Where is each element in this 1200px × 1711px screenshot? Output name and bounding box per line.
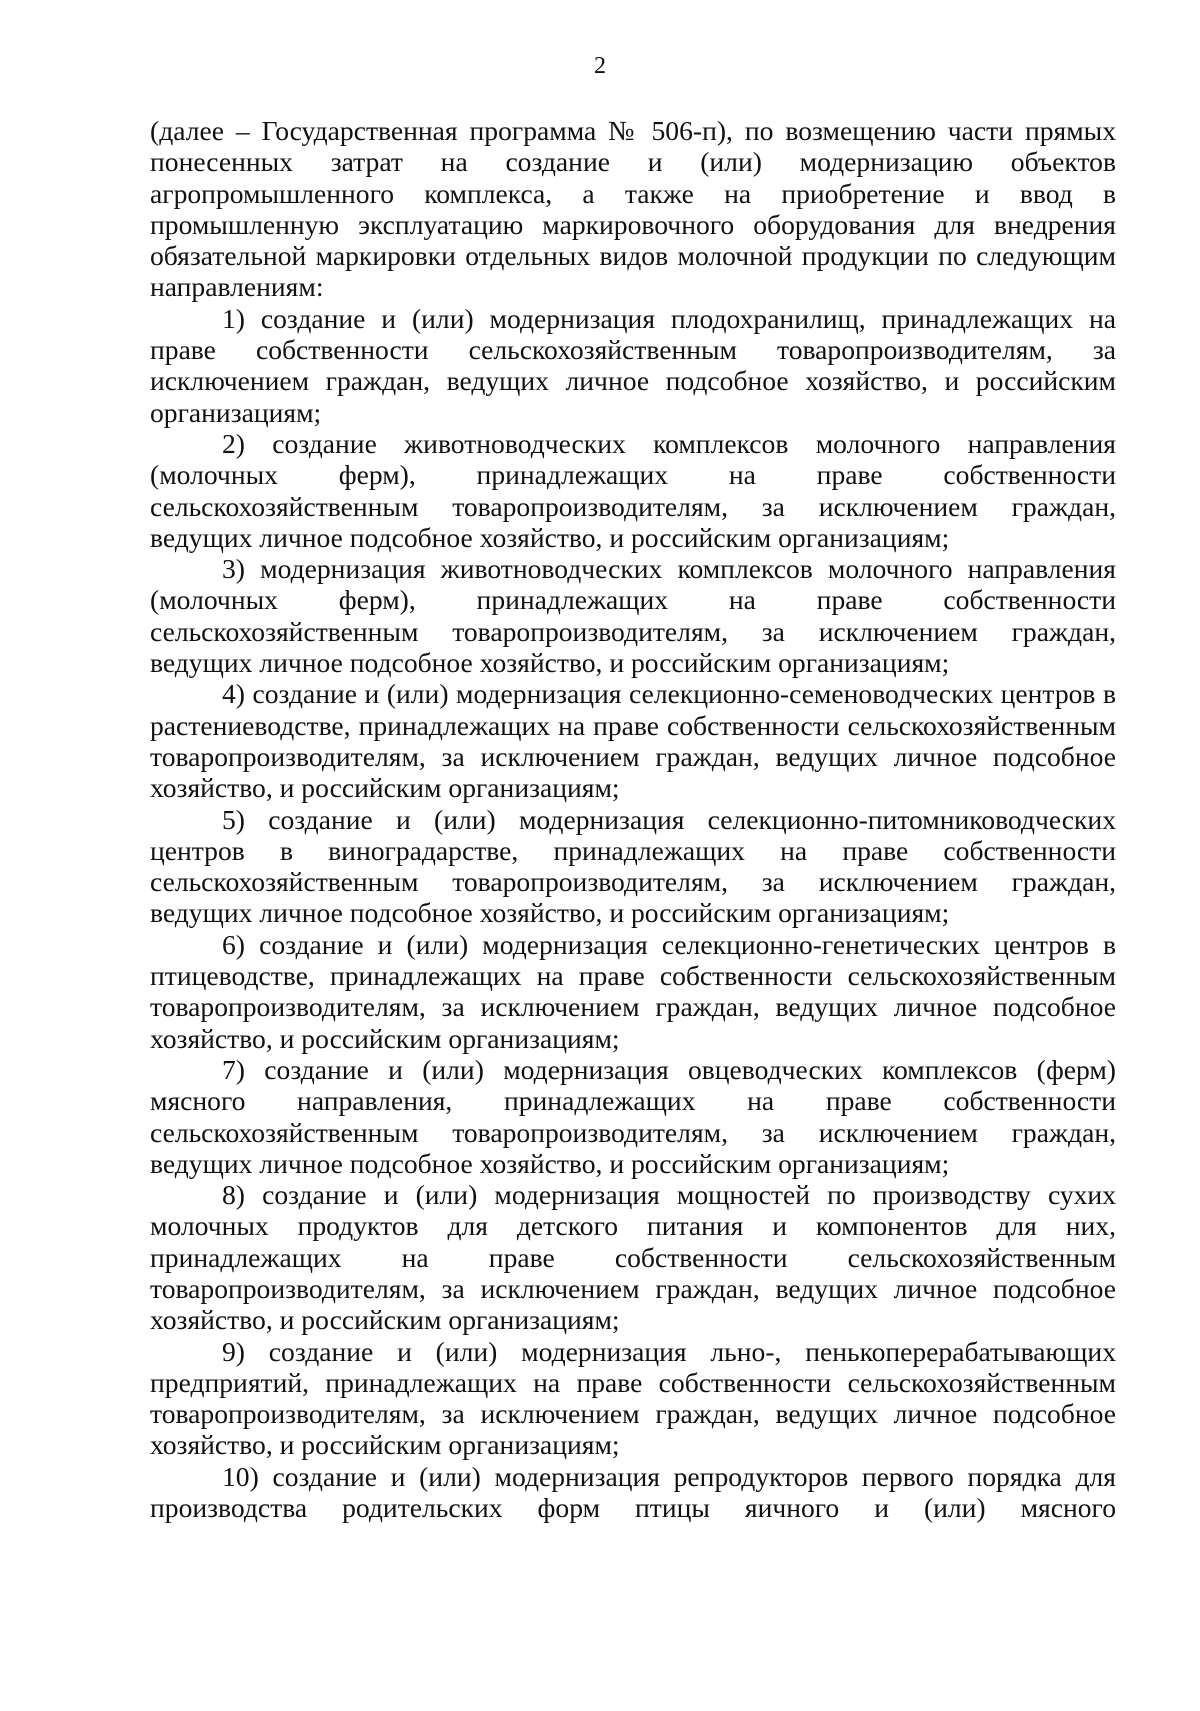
- list-item: 5) создание и (или) модернизация селекционно-питомниководческих центров в виноградарстве, принадлежащих на праве собственности сельскохозяйственным товаропроизводителям, за исключением граждан, ведущих личное подсобное хозяйство, и российским организациям;: [150, 803, 1116, 929]
- list-item: 9) создание и (или) модернизация льно-, пенькоперерабатывающих предприятий, принадлежащих на праве собственности сельскохозяйственным товаропроизводителям, за исключением граждан, ведущих личное подсобное хозяйство, и российским организациям;: [150, 1335, 1116, 1461]
- list-item: 6) создание и (или) модернизация селекционно-генетических центров в птицеводстве, принадлежащих на праве собственности сельскохозяйственным товаропроизводителям, за исключением граждан, ведущих личное подсобное хозяйство, и российским организациям;: [150, 928, 1116, 1054]
- document-body: [150, 115, 1116, 1523]
- page-number: 2: [594, 53, 606, 79]
- list-item: 8) создание и (или) модернизация мощностей по производству сухих молочных продуктов для детского питания и компонентов для них, принадлежащих на праве собственности сельскохозяйственным товаропроизводителям, за исключением граждан, ведущих личное подсобное хозяйство, и российским организациям;: [150, 1179, 1116, 1336]
- list-item: 1) создание и (или) модернизация плодохранилищ, принадлежащих на праве собственности сельскохозяйственным товаропроизводителям, за исключением граждан, ведущих личное подсобное хозяйство, и российским организациям;: [150, 302, 1116, 428]
- list-item: 3) модернизация животноводческих комплексов молочного направления (молочных ферм), принадлежащих на праве собственности сельскохозяйственным товаропроизводителям, за исключением граждан, ведущих личное подсобное хозяйство, и российским организациям;: [150, 553, 1116, 679]
- intro-paragraph: (далее – Государственная программа № 506-п), по возмещению части прямых понесенных затрат на создание и (или) модернизацию объектов агропромышленного комплекса, а также на приобретение и ввод в промышленную эксплуатацию маркировочного оборудования для внедрения обязательной маркировки отдельных видов молочной продукции по следующим направлениям:: [150, 115, 1116, 303]
- list-item: 4) создание и (или) модернизация селекционно-семеноводческих центров в растениеводстве, принадлежащих на праве собственности сельскохозяйственным товаропроизводителям, за исключением граждан, ведущих личное подсобное хозяйство, и российским организациям;: [150, 678, 1116, 804]
- list-item: 7) создание и (или) модернизация овцеводческих комплексов (ферм) мясного направления, принадлежащих на праве собственности сельскохозяйственным товаропроизводителям, за исключением граждан, ведущих личное подсобное хозяйство, и российским организациям;: [150, 1053, 1116, 1179]
- list-item: 2) создание животноводческих комплексов молочного направления (молочных ферм), принадлежащих на праве собственности сельскохозяйственным товаропроизводителям, за исключением граждан, ведущих личное подсобное хозяйство, и российским организациям;: [150, 427, 1116, 553]
- list-item: 10) создание и (или) модернизация репродукторов первого порядка для производства родительских форм птицы яичного и (или) мясного: [150, 1460, 1116, 1524]
